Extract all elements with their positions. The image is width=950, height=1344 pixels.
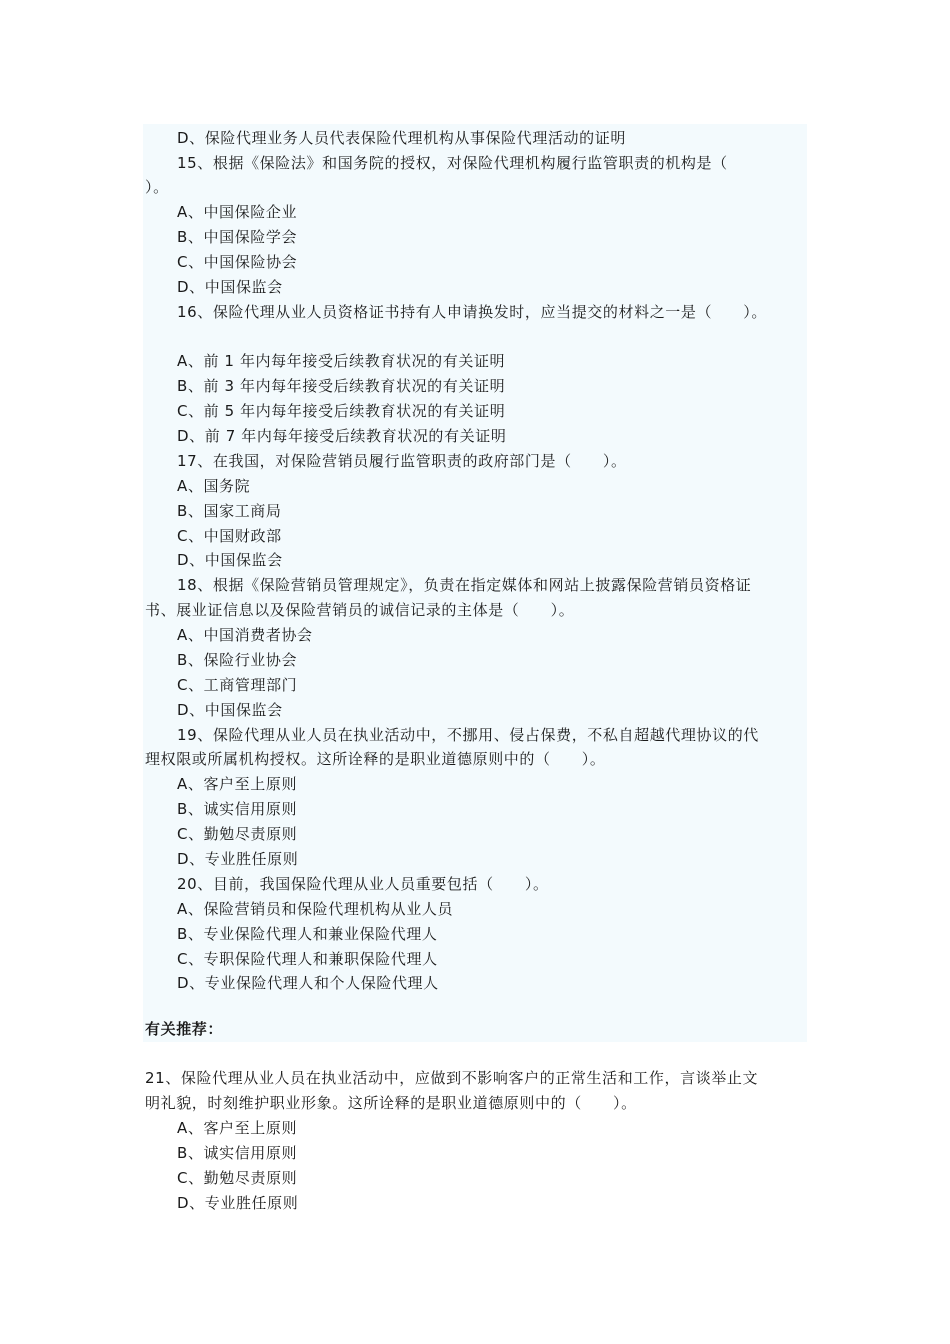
text-line: C、勤勉尽责原则 bbox=[177, 1169, 298, 1187]
text-line: 理权限或所属机构授权。这所诠释的是职业道德原则中的（ ）。 bbox=[145, 750, 606, 768]
text-line: C、前 5 年内每年接受后续教育状况的有关证明 bbox=[177, 402, 506, 420]
text-line: C、勤勉尽责原则 bbox=[177, 825, 298, 843]
text-line: B、前 3 年内每年接受后续教育状况的有关证明 bbox=[177, 377, 506, 395]
text-line: A、国务院 bbox=[177, 477, 251, 495]
text-line: A、前 1 年内每年接受后续教育状况的有关证明 bbox=[177, 352, 506, 370]
text-line: B、诚实信用原则 bbox=[177, 1144, 298, 1162]
text-line: 21、保险代理从业人员在执业活动中，应做到不影响客户的正常生活和工作，言谈举止文 bbox=[145, 1069, 759, 1087]
text-line: D、前 7 年内每年接受后续教育状况的有关证明 bbox=[177, 427, 507, 445]
text-line: 16、保险代理从业人员资格证书持有人申请换发时，应当提交的材料之一是（ ）。 bbox=[177, 303, 767, 321]
text-line: 书、展业证信息以及保险营销员的诚信记录的主体是（ ）。 bbox=[145, 601, 575, 619]
text-line: D、专业胜任原则 bbox=[177, 1194, 299, 1212]
text-line: 20、目前，我国保险代理从业人员重要包括（ ）。 bbox=[177, 875, 549, 893]
text-line: D、中国保监会 bbox=[177, 701, 283, 719]
text-line: A、客户至上原则 bbox=[177, 1119, 298, 1137]
text-line: D、保险代理业务人员代表保险代理机构从事保险代理活动的证明 bbox=[177, 129, 626, 147]
text-line: C、工商管理部门 bbox=[177, 676, 298, 694]
text-line: B、中国保险学会 bbox=[177, 228, 298, 246]
text-line: C、中国保险协会 bbox=[177, 253, 298, 271]
text-line: A、保险营销员和保险代理机构从业人员 bbox=[177, 900, 454, 918]
text-line: D、专业胜任原则 bbox=[177, 850, 299, 868]
text-line: A、中国消费者协会 bbox=[177, 626, 313, 644]
text-line: 有关推荐： bbox=[145, 1020, 224, 1038]
text-line: A、中国保险企业 bbox=[177, 203, 298, 221]
text-line: ）。 bbox=[145, 178, 169, 196]
text-line: 15、根据《保险法》和国务院的授权，对保险代理机构履行监管职责的机构是（ bbox=[177, 154, 728, 172]
text-line: D、中国保监会 bbox=[177, 551, 283, 569]
text-line: 19、保险代理从业人员在执业活动中，不挪用、侵占保费，不私自超越代理协议的代 bbox=[177, 726, 759, 744]
text-line: D、中国保监会 bbox=[177, 278, 283, 296]
text-line: 17、在我国，对保险营销员履行监管职责的政府部门是（ ）。 bbox=[177, 452, 627, 470]
text-line: A、客户至上原则 bbox=[177, 775, 298, 793]
text-line: B、诚实信用原则 bbox=[177, 800, 298, 818]
text-line: B、国家工商局 bbox=[177, 502, 282, 520]
text-line: B、专业保险代理人和兼业保险代理人 bbox=[177, 925, 438, 943]
text-line: 明礼貌，时刻维护职业形象。这所诠释的是职业道德原则中的（ ）。 bbox=[145, 1094, 637, 1112]
text-line: C、专职保险代理人和兼职保险代理人 bbox=[177, 950, 438, 968]
text-line: D、专业保险代理人和个人保险代理人 bbox=[177, 974, 439, 992]
text-line: B、保险行业协会 bbox=[177, 651, 298, 669]
text-line: 18、根据《保险营销员管理规定》，负责在指定媒体和网站上披露保险营销员资格证 bbox=[177, 576, 752, 594]
text-line: C、中国财政部 bbox=[177, 527, 282, 545]
